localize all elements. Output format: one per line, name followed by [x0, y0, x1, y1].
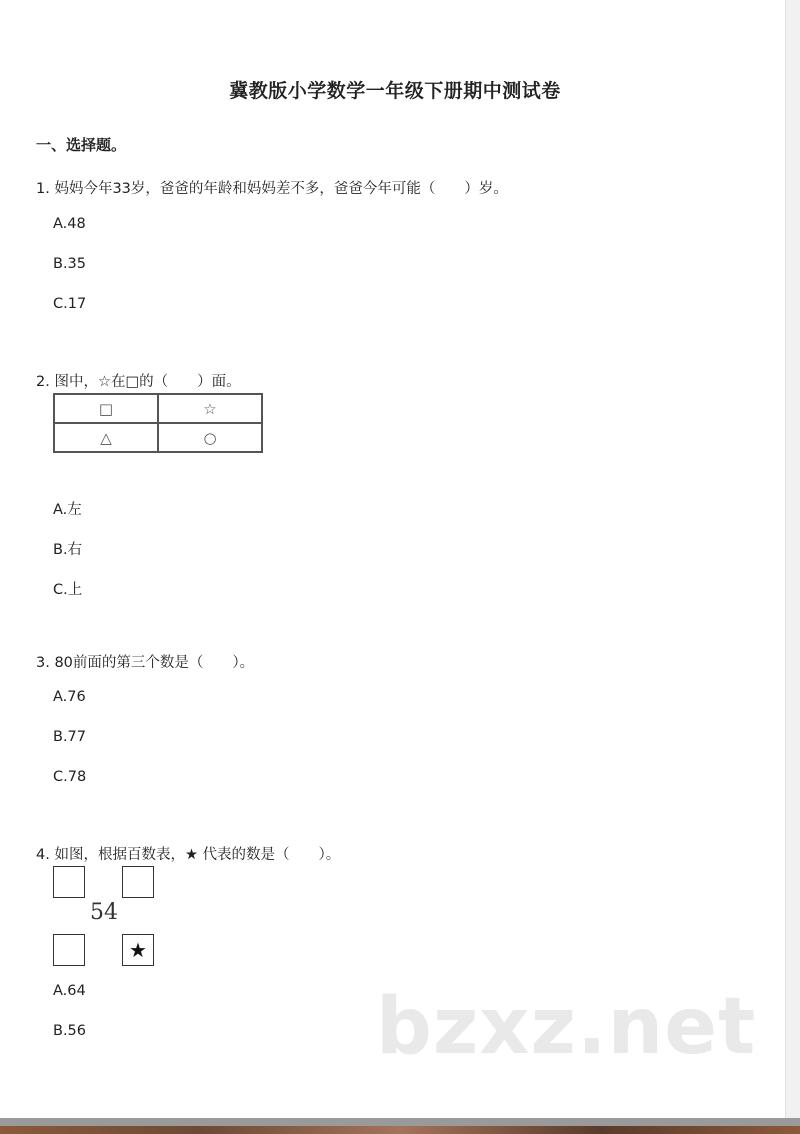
- question-2-option-b: B.右: [53, 542, 83, 558]
- hundred-table-box: [122, 866, 154, 898]
- question-1: 1. 妈妈今年33岁，爸爸的年龄和妈妈差不多，爸爸今年可能（ ）岁。: [36, 181, 508, 197]
- vertical-scrollbar[interactable]: [785, 0, 800, 1118]
- question-1-option-b: B.35: [53, 256, 87, 272]
- question-4-option-a: A.64: [53, 983, 86, 999]
- hundred-table-star-box: [122, 934, 154, 966]
- question-3-option-a: A.76: [53, 689, 86, 705]
- grid-cell-square: □: [54, 394, 158, 423]
- grid-cell-triangle: △: [54, 423, 158, 452]
- question-3-option-b: B.77: [53, 729, 87, 745]
- question-3: 3. 80前面的第三个数是（ ）。: [36, 655, 255, 671]
- question-2-option-a: A.左: [53, 502, 82, 518]
- question-2-option-c: C.上: [53, 582, 83, 598]
- question-2: 2. 图中，☆在□的（ ）面。: [36, 374, 241, 390]
- bottom-edge-strip: [0, 1126, 800, 1134]
- hundred-table-box: [53, 934, 85, 966]
- position-grid: [53, 393, 263, 453]
- watermark: bzxz.net: [376, 982, 757, 1072]
- question-1-option-c: C.17: [53, 296, 87, 312]
- page-title: 冀教版小学数学一年级下册期中测试卷: [229, 80, 561, 102]
- grid-cell-circle: ○: [158, 423, 262, 452]
- question-1-option-a: A.48: [53, 216, 86, 232]
- hundred-table-number: 54: [90, 900, 118, 925]
- question-3-option-c: C.78: [53, 769, 87, 785]
- question-4-option-b: B.56: [53, 1023, 87, 1039]
- grid-cell-star: ☆: [158, 394, 262, 423]
- horizontal-scrollbar[interactable]: [0, 1118, 800, 1126]
- section-heading: 一、选择题。: [36, 136, 127, 154]
- star-icon: ★: [129, 938, 147, 962]
- question-4: 4. 如图，根据百数表，★ 代表的数是（ ）。: [36, 847, 341, 863]
- hundred-table-box: [53, 866, 85, 898]
